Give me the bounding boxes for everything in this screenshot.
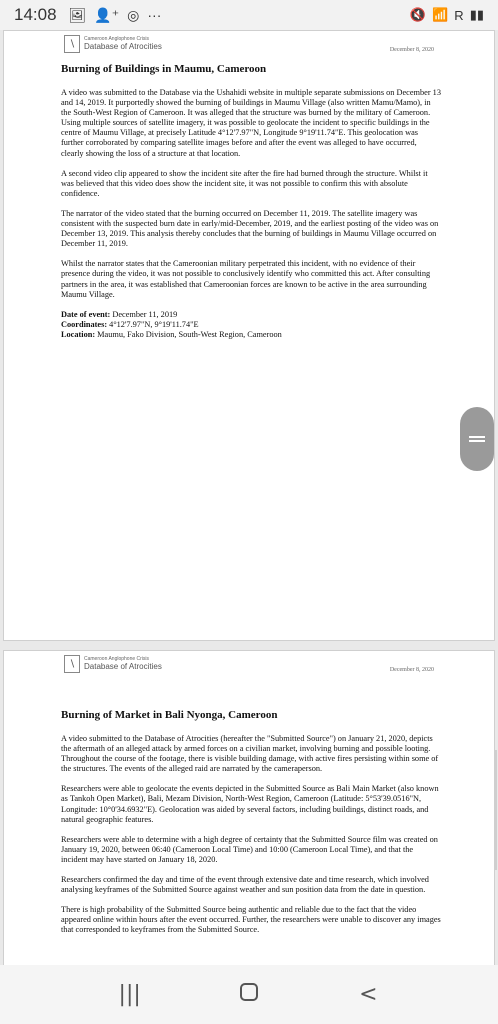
recents-button[interactable]: |||	[118, 982, 141, 1007]
org-subtitle: Cameroon Anglophone Crisis	[84, 36, 150, 42]
location-line	[61, 330, 441, 340]
event-date-value: December 11, 2019	[110, 309, 178, 319]
navigation-bar	[0, 965, 498, 1024]
org-subtitle: Cameroon Anglophone Crisis	[84, 656, 150, 662]
coordinates-line	[61, 320, 441, 330]
notification-icons	[69, 7, 162, 24]
home-button[interactable]	[224, 982, 274, 1007]
coordinates-value: 4°12'7.97"N, 9°19'11.74"E	[107, 319, 199, 329]
paragraph: A video submitted to the Database of Atrocities (hereafter the "Submitted Source") on January 21, 2020, depicts the aftermath of an alleged attack by armed forces on a civilian market, involving burning and possible looting. Throughout the course of the footage, there is visible building damage, with active fires persisting within some of the structures. The events of the alleged raid are narrated by the cameraperson.	[61, 734, 439, 774]
paragraph: The narrator of the video stated that the burning occurred on December 11, 2019. The satellite imagery was consistent with the suspected burn date in early/mid-December, 2019, and the earliest posting of the video was on December 13, 2019. This analysis thereby concludes that the burning of buildings in Maumu Village occurred on December 11, 2019.	[61, 208, 439, 249]
paragraph: Whilst the narrator states that the Cameroonian military perpetrated this incident, with no evidence of their presence during the video, it was not possible to conclusively identify who committed this act. After consulting partners in the area, it was established that Cameroonian forces are known to be active in the area surrounding Maumu Village.	[61, 259, 431, 299]
handle-line-icon	[469, 440, 485, 442]
org-name: Database of Atrocities	[84, 42, 162, 51]
page-header	[64, 35, 444, 53]
coordinates-label: Coordinates:	[61, 319, 108, 329]
status-time: 14:08	[14, 5, 57, 24]
paragraph: Researchers were able to determine with a high degree of certainty that the Submitted Source film was created on January 19, 2020, between 06:40 (Cameroon Local Time) and 10:00 (Cameroon Local Time), and that the incident may have started on January 18, 2020.	[61, 834, 438, 864]
paragraph: A second video clip appeared to show the incident site after the fire had burned through the structure. Whilst it was believed that this video does show the incident site, it was not possible to confirm this with absolute confidence.	[61, 168, 428, 198]
document-date: December 8, 2020	[389, 667, 434, 673]
location-label: Location:	[61, 330, 96, 340]
event-date-label: Date of event:	[61, 309, 111, 319]
mute-icon: 🔇	[409, 7, 427, 22]
more-notifications-icon: ···	[147, 7, 162, 23]
home-icon	[240, 983, 258, 1001]
instagram-icon: ◎	[127, 6, 140, 23]
wifi-icon: 📶	[432, 7, 449, 22]
battery-icon: ▮▮	[469, 7, 484, 22]
page-content	[61, 63, 441, 341]
pdf-viewer[interactable]	[0, 30, 498, 965]
org-name: Database of Atrocities	[84, 662, 162, 671]
add-contact-icon: 👤⁺	[94, 6, 120, 23]
document-title: Burning of Buildings in Maumu, Cameroon	[61, 63, 267, 75]
paragraph: Researchers were able to geolocate the events depicted in the Submitted Source as Bali Main Market (also known as Tankoh Open Market), Bali, Mezam Division, North-West Region, Cameroon (Latitude: 5°53'39.0516"N, Longitude: 10°0'34.6932"E). Geolocation was aided by several factors, including buildings, distinct roads, and natural geographic features.	[61, 784, 439, 824]
page-header	[64, 655, 444, 673]
paragraph: Researchers confirmed the day and time of the event through extensive date and time research, which involved analysing keyframes of the Submitted Source against weather and sun position data from the date in question.	[61, 875, 429, 895]
status-bar	[0, 0, 498, 30]
org-logo-icon: ∖	[64, 35, 80, 53]
system-icons	[410, 7, 484, 23]
roaming-icon: R	[454, 7, 464, 23]
paragraph: There is high probability of the Submitted Source being authentic and reliable due to the fact that the video appeared online within hours after the event occurred. Further, the researchers were unable to discover any images that corresponded to keyframes from the Submitted Source.	[61, 905, 441, 935]
document-page	[3, 650, 495, 965]
page-content	[61, 709, 441, 946]
document-title: Burning of Market in Bali Nyonga, Cameroon	[61, 709, 278, 721]
org-logo-icon: ∖	[64, 655, 80, 673]
document-page	[3, 30, 495, 641]
location-value: Maumu, Fako Division, South-West Region, Cameroon	[95, 330, 282, 340]
paragraph: A video was submitted to the Database via the Ushahidi website in multiple separate submissions on December 13 and 14, 2019. It purportedly showed the burning of buildings in Maumu Village (also written Mamu/Mamo), in the South-West Region of Cameroon. It was alleged that the structure was burned by the military of Cameroon. Using multiple sources of satellite imagery, it was possible to geolocate the incident to specific buildings in the centre of Maumu Village, at precisely Latitude 4°12'7.97"N, Longitude 9°19'11.74"E. This geolocation was further corroborated by comparing satellite images before and after the event was alleged to have occurred, clearly showing the loss of a structure at that location.	[61, 88, 441, 158]
event-date-line	[61, 310, 441, 320]
back-button[interactable]: <	[359, 982, 378, 1007]
scrollbar-track	[495, 750, 497, 870]
document-date: December 8, 2020	[389, 47, 434, 53]
scroll-handle[interactable]	[460, 407, 494, 471]
handle-line-icon	[469, 436, 485, 438]
gallery-icon: 🖼	[68, 6, 87, 23]
